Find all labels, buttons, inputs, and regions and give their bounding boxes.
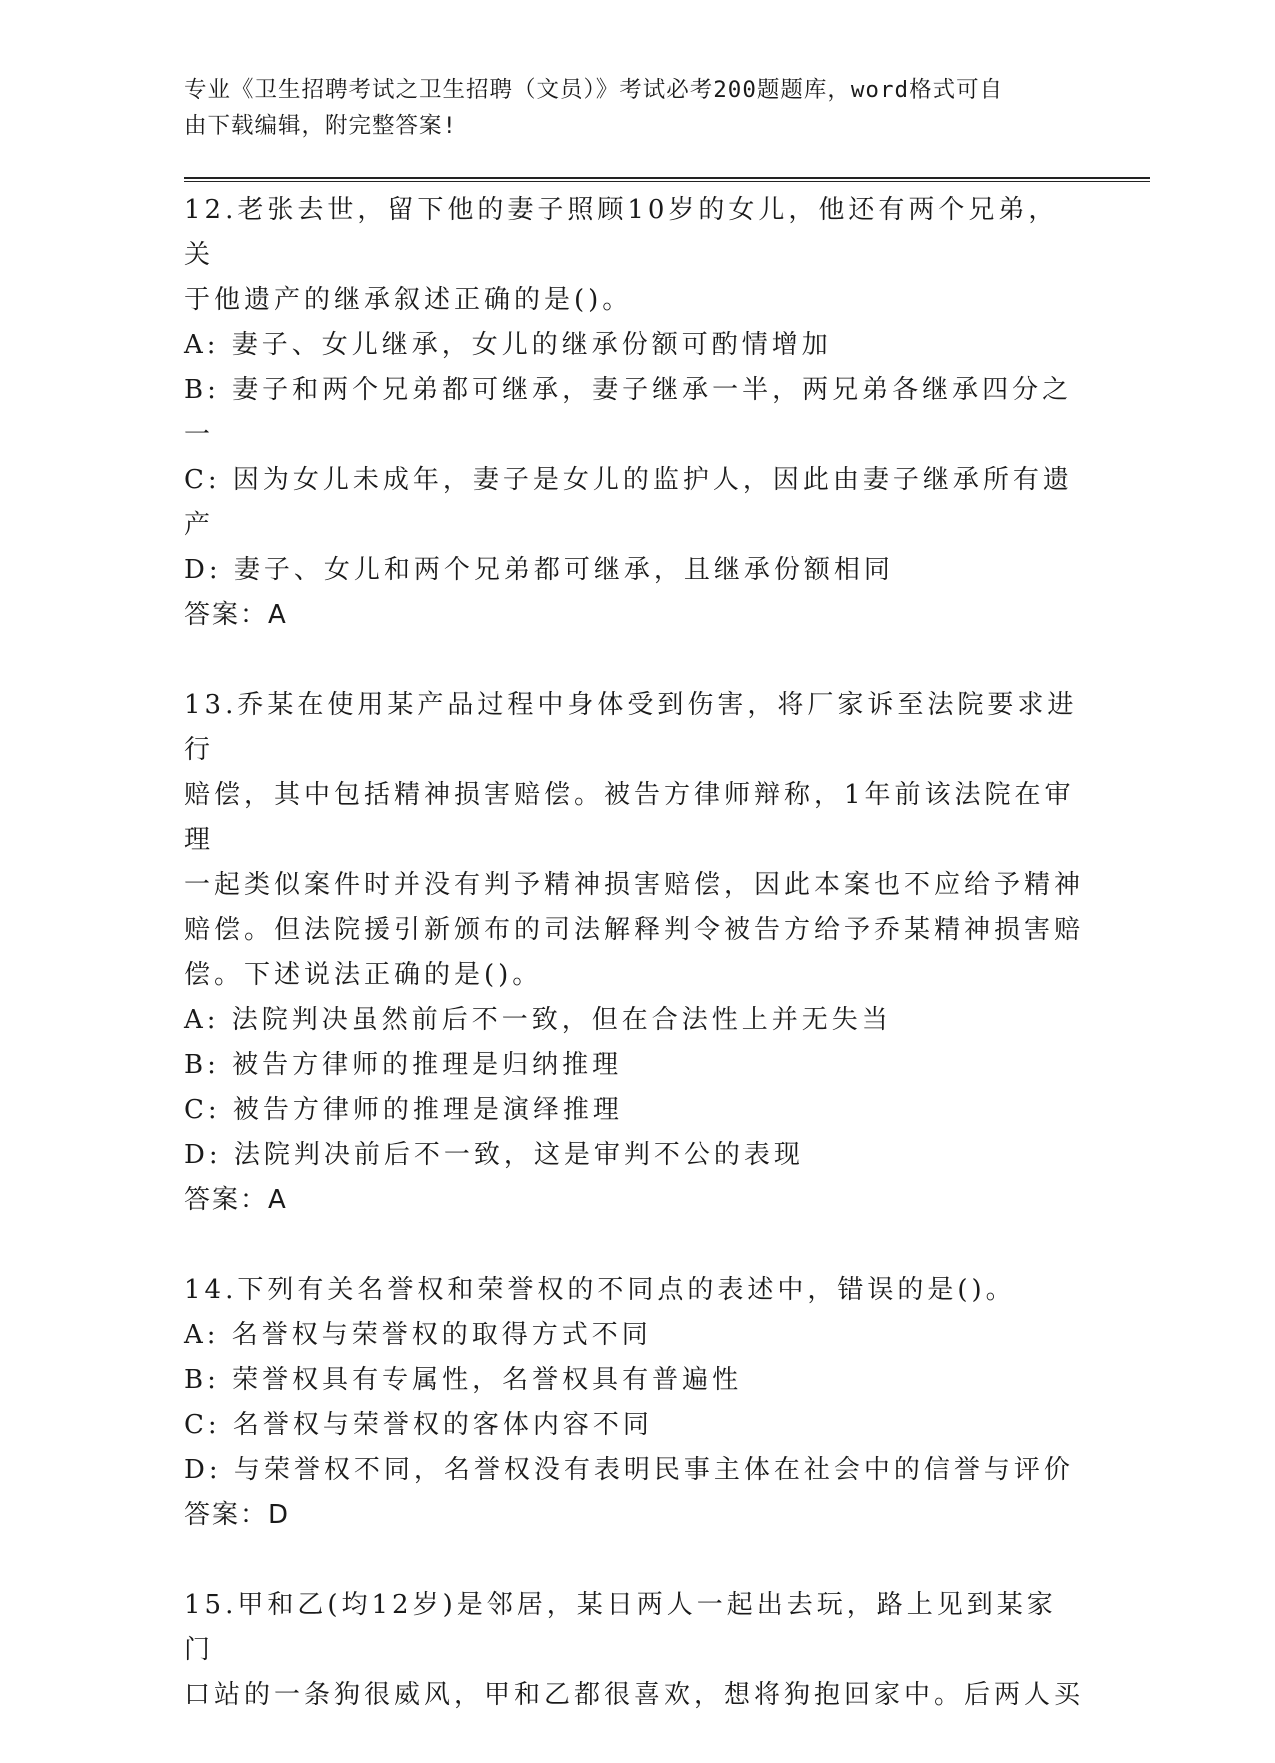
question-stem-line: 14.下列有关名誉权和荣誉权的不同点的表述中，错误的是()。 bbox=[184, 1275, 1016, 1305]
question-stem-line: 15.甲和乙(均12岁)是邻居，某日两人一起出去玩，路上见到某家门 bbox=[184, 1590, 1057, 1665]
option-d: D: 法院判决前后不一致，这是审判不公的表现 bbox=[184, 1140, 804, 1170]
answer-label: 答案：D bbox=[184, 1500, 291, 1530]
option-b: B: 妻子和两个兄弟都可继承，妻子继承一半，两兄弟各继承四分之一 bbox=[184, 375, 1073, 450]
option-d: D: 与荣誉权不同，名誉权没有表明民事主体在社会中的信誉与评价 bbox=[184, 1455, 1074, 1485]
question-stem-line: 偿。下述说法正确的是()。 bbox=[184, 960, 543, 990]
header-line-2: 由下载编辑，附完整答案! bbox=[184, 113, 458, 139]
option-a: A: 名誉权与荣誉权的取得方式不同 bbox=[184, 1320, 652, 1350]
question-stem-line: 于他遗产的继承叙述正确的是()。 bbox=[184, 285, 633, 315]
document-header bbox=[184, 72, 1064, 144]
question-stem-line: 口站的一条狗很威风，甲和乙都很喜欢，想将狗抱回家中。后两人买 bbox=[184, 1680, 1085, 1710]
question-15 bbox=[184, 1583, 1084, 1718]
option-d: D: 妻子、女儿和两个兄弟都可继承，且继承份额相同 bbox=[184, 555, 894, 585]
header-line-1: 专业《卫生招聘考试之卫生招聘（文员）》考试必考200题题库，word格式可自 bbox=[184, 77, 1004, 103]
question-stem-line: 13.乔某在使用某产品过程中身体受到伤害，将厂家诉至法院要求进行 bbox=[184, 690, 1078, 765]
answer-label: 答案：A bbox=[184, 1185, 288, 1215]
header-divider bbox=[184, 177, 1150, 182]
question-stem-line: 赔偿。但法院援引新颁布的司法解释判令被告方给予乔某精神损害赔 bbox=[184, 915, 1085, 945]
question-stem-line: 一起类似案件时并没有判予精神损害赔偿，因此本案也不应给予精神 bbox=[184, 870, 1085, 900]
question-list bbox=[184, 188, 1084, 1763]
question-13 bbox=[184, 683, 1084, 1223]
question-stem-line: 12.老张去世，留下他的妻子照顾10岁的女儿，他还有两个兄弟，关 bbox=[184, 195, 1059, 270]
option-c: C: 因为女儿未成年，妻子是女儿的监护人，因此由妻子继承所有遗产 bbox=[184, 465, 1073, 540]
question-14 bbox=[184, 1268, 1084, 1538]
answer-label: 答案：A bbox=[184, 600, 288, 630]
option-c: C: 被告方律师的推理是演绎推理 bbox=[184, 1095, 623, 1125]
option-b: B: 被告方律师的推理是归纳推理 bbox=[184, 1050, 623, 1080]
option-a: A: 妻子、女儿继承，女儿的继承份额可酌情增加 bbox=[184, 330, 832, 360]
option-a: A: 法院判决虽然前后不一致，但在合法性上并无失当 bbox=[184, 1005, 892, 1035]
option-b: B: 荣誉权具有专属性，名誉权具有普遍性 bbox=[184, 1365, 743, 1395]
option-c: C: 名誉权与荣誉权的客体内容不同 bbox=[184, 1410, 653, 1440]
question-12 bbox=[184, 188, 1084, 638]
question-stem-line: 赔偿，其中包括精神损害赔偿。被告方律师辩称，1年前该法院在审理 bbox=[184, 780, 1075, 855]
